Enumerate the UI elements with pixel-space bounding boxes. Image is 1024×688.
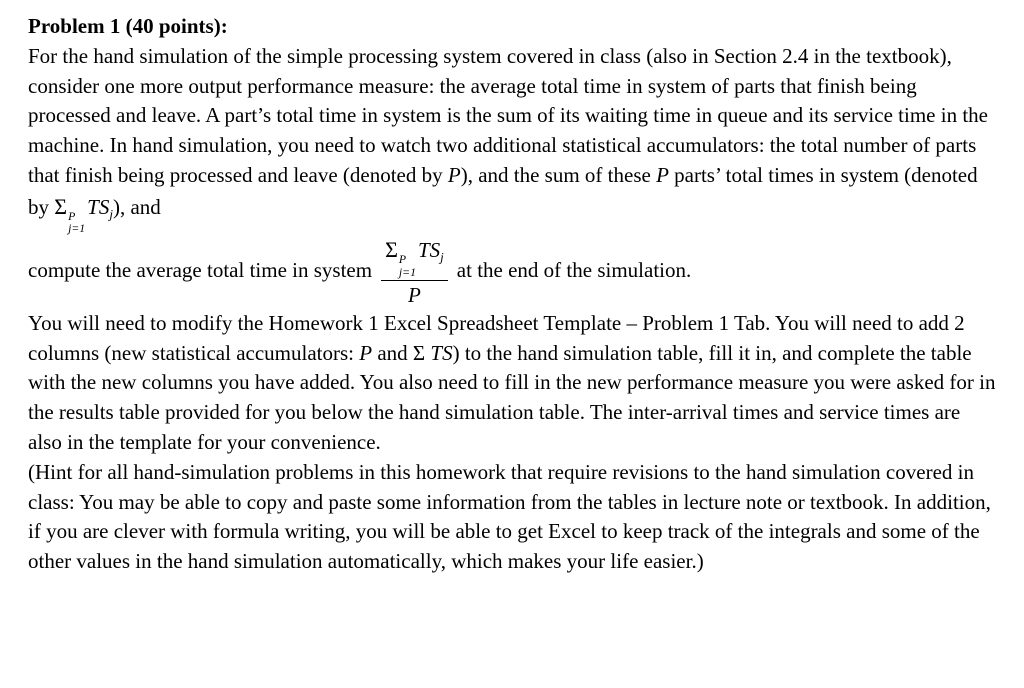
summation-notation [385, 237, 444, 279]
formula-text-2: at the end of the simulation. [456, 258, 692, 283]
summation-limits [68, 211, 85, 236]
p1-text-2: ), and the sum of these [460, 163, 657, 188]
variable-ts-subscript: j [109, 206, 113, 222]
formula-text-1: compute the average total time in system [28, 258, 373, 283]
summation-notation [54, 193, 113, 236]
summation-upper-limit: P [68, 209, 76, 223]
variable-ts-subscript: j [440, 249, 444, 265]
p1-text-3: parts’ total times in system (denoted by [28, 163, 978, 219]
fraction-denominator: P [381, 280, 448, 308]
problem-heading: Problem 1 (40 points): [28, 14, 228, 38]
formula-line [28, 236, 998, 309]
p1-text-4: ), and [112, 194, 161, 219]
variable-ts: TS [430, 340, 453, 365]
summation-lower-limit: j=1 [398, 265, 416, 279]
sigma-symbol: Σ [385, 237, 398, 263]
p2-text-2: and [372, 340, 413, 365]
variable-ts: TS [417, 238, 441, 263]
p2-text-1: You will need to modify the Homework 1 Excel Spreadsheet Template – Problem 1 Tab. You will need to add 2 columns (new statistical accumulators: [28, 310, 965, 365]
summation-limits [399, 254, 416, 279]
variable-p: P [656, 163, 669, 188]
variable-p: P [359, 340, 373, 365]
paragraph-3-hint: (Hint for all hand-simulation problems in this homework that require revisions to the hand simulation covered in class: You may be able to copy and paste some information from the tables in lecture note or textbook. In addition, if you are clever with formula writing, you will be able to get Excel to keep track of the integrals and some of the other values in the hand simulation automatically, which makes your life easier.) [28, 459, 991, 574]
variable-p: P [447, 163, 461, 188]
fraction [381, 236, 448, 309]
paragraph-2 [28, 309, 998, 458]
fraction-numerator [381, 236, 448, 280]
sigma-symbol: Σ [54, 193, 68, 219]
p1-text-1: For the hand simulation of the simple processing system covered in class (also in Section 2.4 in the textbook), consider one more output performance measure: the average total time in system of parts that finish being processed and leave. A part’s total time in system is the sum of its waiting time in queue and its service time in the machine. In hand simulation, you need to watch two additional statistical accumulators: the total number of parts that finish being processed and leave (denoted by [28, 43, 988, 188]
paragraph-1 [28, 42, 998, 236]
summation-lower-limit: j=1 [68, 222, 86, 236]
variable-ts: TS [87, 194, 110, 219]
summation-upper-limit: P [398, 253, 407, 267]
sigma-symbol: Σ [412, 340, 431, 365]
p2-text-3: ) to the hand simulation table, fill it in, and complete the table with the new columns you have added. You also need to fill in the new performance measure you were asked for in the results table provided for you below the hand simulation table. The inter-arrival times and service times are also in the template for your convenience. [28, 340, 996, 454]
